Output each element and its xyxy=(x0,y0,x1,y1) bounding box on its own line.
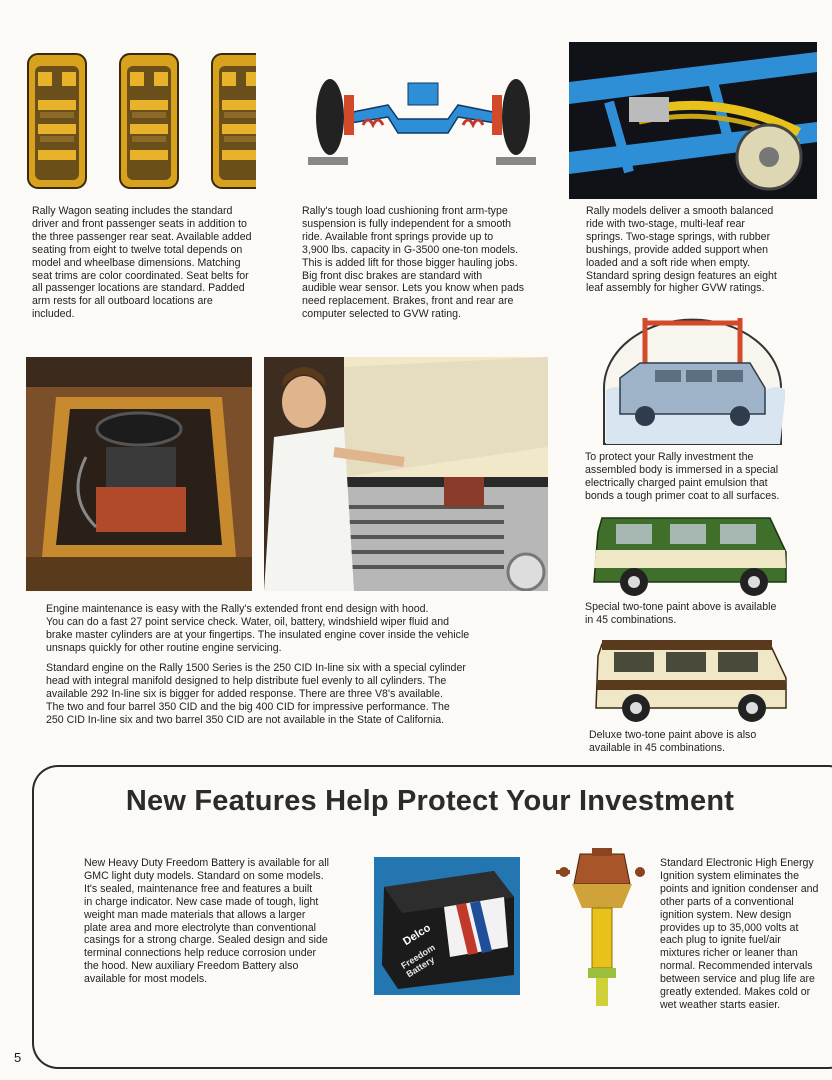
primer-dip-illustration xyxy=(600,318,785,446)
primer-caption: To protect your Rally investment the assembled body is immersed in a special electrically charged paint emulsion that bonds a tough primer coat to all surfaces. xyxy=(585,451,780,502)
engine-cover-image xyxy=(26,357,252,591)
special-paint-caption: Special two-tone paint above is available in 45 combinations. xyxy=(585,601,777,626)
rear-springs-image xyxy=(569,42,817,199)
suspension-caption: Rally's tough load cushioning front arm-type suspension is fully independent for a smooth ride. Available front springs provide up to 3,900 lbs. capacity in G-3500 one-ton models. This is added lift for those bigger hauling jobs. Big front disc brakes are standard with audible wear sensor. Lets you know when pads need replacement. Brakes, front and rear are computer selected to GVW rating. xyxy=(302,205,525,321)
deluxe-two-tone-van-illustration xyxy=(592,634,788,724)
springs-caption: Rally models deliver a smooth balanced ride with two-stage, multi-leaf rear springs. Two-stage springs, with rubber bushings, provide added support when loaded and a soft ride when empty. Standard spring design features an eight leaf assembly for higher GVW ratings. xyxy=(586,205,777,295)
engine-service-caption: Engine maintenance is easy with the Rally's extended front end design with hood. You can do a fast 27 point service check. Water, oil, battery, windshield wiper fluid and brake master cylinders are at your fingertips. The insulated engine cover inside the vehicle unsnaps quickly for other routine engine servicing. xyxy=(46,603,470,654)
deluxe-paint-caption: Deluxe two-tone paint above is also available in 45 combinations. xyxy=(589,729,757,754)
page-number: 5 xyxy=(14,1050,22,1065)
features-headline: New Features Help Protect Your Investment xyxy=(125,785,735,817)
freedom-battery-image xyxy=(374,857,520,995)
seating-caption: Rally Wagon seating includes the standard driver and front passenger seats in addition to the three passenger rear seat. Available added seating from eight to twelve total depends on model and wheelbase dimensions. Matching seat trims are color coordinated. Seat belts for all passenger locations are standard. Padded arm rests for all outboard locations are included. xyxy=(32,205,252,321)
seating-illustrations xyxy=(26,52,256,192)
front-suspension-illustration xyxy=(308,75,538,175)
engine-options-caption: Standard engine on the Rally 1500 Series is the 250 CID In-line six with a special cylinder head with integral manifold designed to help distribute fuel evenly to all cylinders. The available 292 In-line six is bigger for added response. There are three V8's available. The two and four barrel 350 CID and the big 400 CID for impressive performance. The 250 CID In-line six and two barrel 350 CID are not available in the State of California. xyxy=(46,662,466,726)
special-two-tone-van-illustration xyxy=(590,512,790,598)
battery-brand-label: Delco xyxy=(401,921,433,949)
hei-distributor-illustration xyxy=(552,848,652,1013)
mechanic-service-image xyxy=(264,357,548,591)
battery-caption: New Heavy Duty Freedom Battery is available for all GMC light duty models. Standard on some models. It's sealed, maintenance free and features a built in charge indicator. New case made of tough, light weight man made materials that allows a larger plate area and more electrolyte than conventional casings for a strong charge. Sealed design and side terminal connections help reduce corrosion under the hood. New auxiliary Freedom Battery also available for most models. xyxy=(84,857,329,986)
battery-name-label: Freedom Battery xyxy=(399,942,437,980)
ignition-caption: Standard Electronic High Energy Ignition system eliminates the points and ignition condenser and other parts of a conventional ignition system. New design provides up to 35,000 volts at each plug to ignite fuel/air mixtures richer or leaner than normal. Recommended intervals between service and plug life are greatly extended. Makes cold or wet weather starts easier. xyxy=(660,857,819,1011)
